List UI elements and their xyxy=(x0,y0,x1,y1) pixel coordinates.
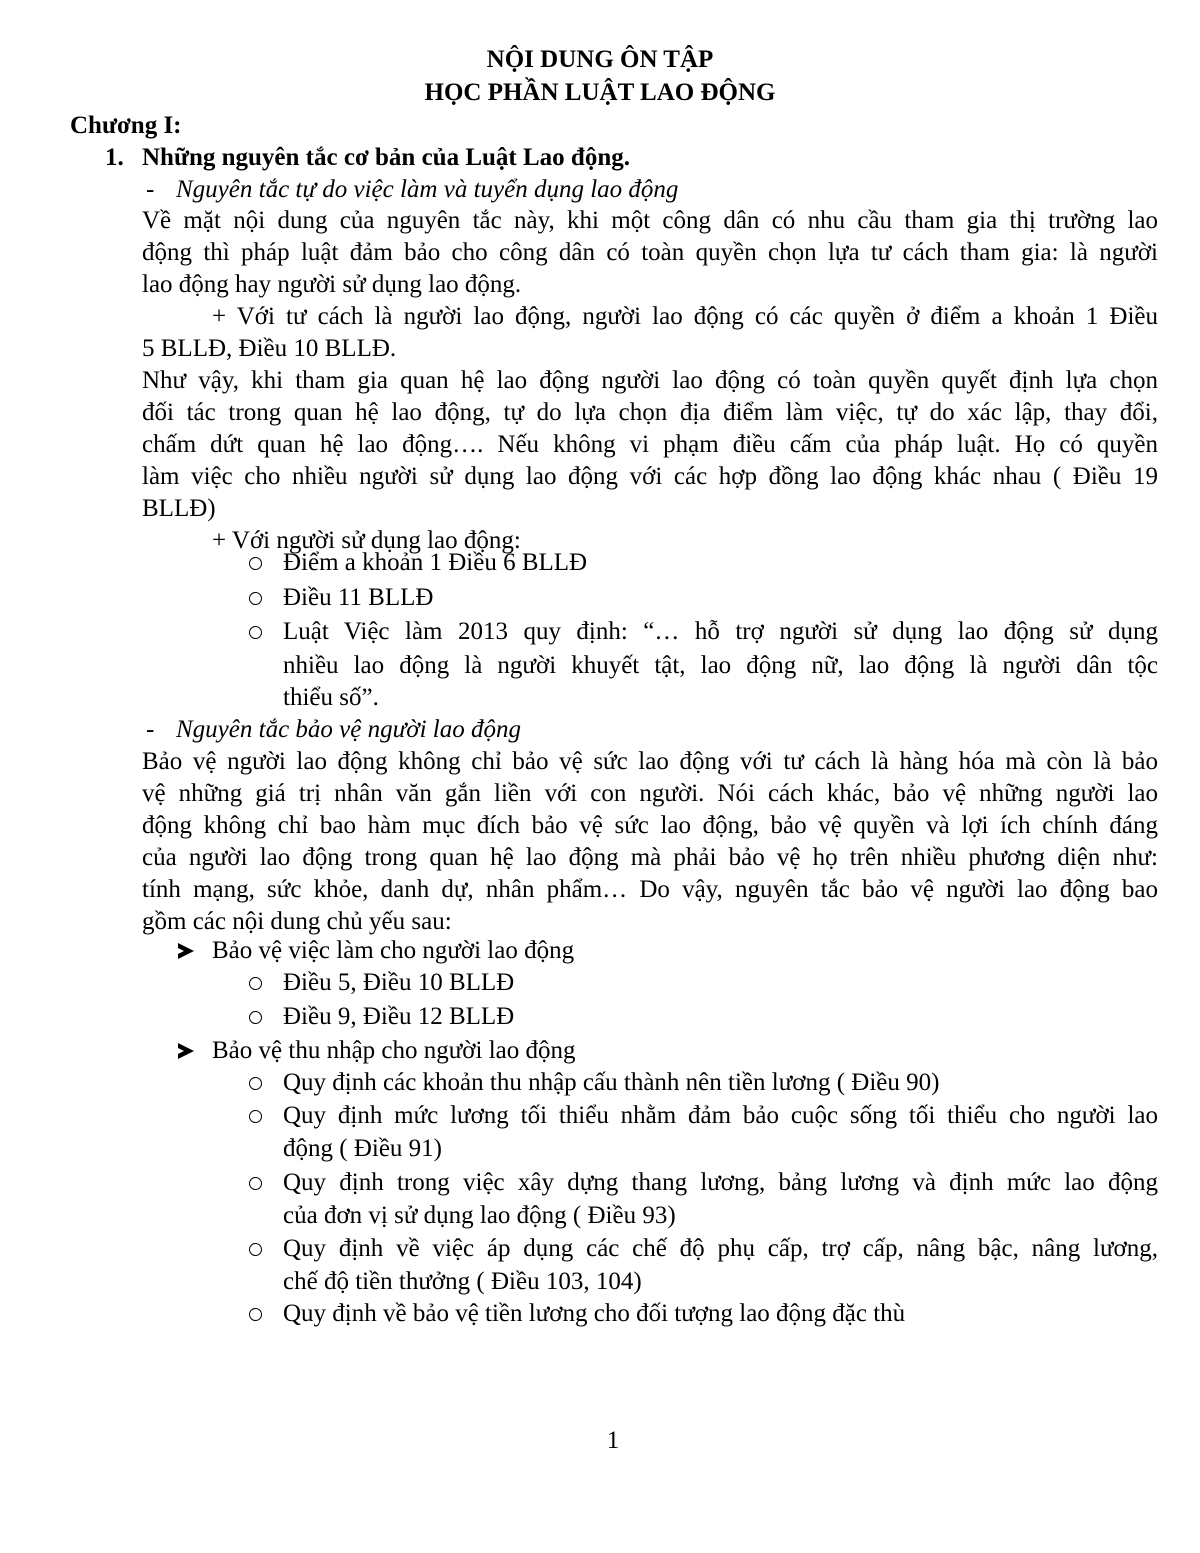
paragraph-line: của người lao động trong quan hệ lao động mà phải bảo vệ họ trên nhiều phương diện như: xyxy=(142,844,1158,871)
dash-marker: - xyxy=(146,716,155,743)
section-title: Những nguyên tắc cơ bản của Luật Lao động. xyxy=(142,144,630,171)
dash-marker: - xyxy=(146,176,155,203)
principle-heading: Nguyên tắc tự do việc làm và tuyển dụng lao động xyxy=(176,176,679,203)
chapter-heading: Chương I: xyxy=(70,112,182,139)
list-item: Quy định trong việc xây dựng thang lương, bảng lương và định mức lao động xyxy=(283,1169,1158,1196)
paragraph-line: Như vậy, khi tham gia quan hệ lao động người lao động có toàn quyền quyết định lựa chọn xyxy=(142,367,1158,394)
list-item: Điều 5, Điều 10 BLLĐ xyxy=(283,969,515,996)
circle-bullet-icon xyxy=(249,626,262,639)
list-item: Quy định các khoản thu nhập cấu thành nên tiền lương ( Điều 90) xyxy=(283,1069,940,1096)
arrow-list-item: Bảo vệ việc làm cho người lao động xyxy=(212,937,575,964)
section-number: 1. xyxy=(105,144,124,171)
paragraph-line: làm việc cho nhiều người sử dụng lao động với các hợp đồng lao động khác nhau ( Điều 19 xyxy=(142,463,1158,490)
circle-bullet-icon xyxy=(249,592,262,605)
circle-bullet-icon xyxy=(249,557,262,570)
paragraph-line: động thì pháp luật đảm bảo cho công dân có toàn quyền chọn lựa tư cách tham gia: là người xyxy=(142,239,1158,266)
paragraph-line: BLLĐ) xyxy=(142,495,216,522)
list-item: Quy định mức lương tối thiểu nhằm đảm bảo cuộc sống tối thiểu cho người lao xyxy=(283,1102,1158,1129)
list-item-continued: chế độ tiền thưởng ( Điều 103, 104) xyxy=(283,1268,642,1295)
circle-bullet-icon xyxy=(249,1308,262,1321)
list-item: Quy định về việc áp dụng các chế độ phụ cấp, trợ cấp, nâng bậc, nâng lương, xyxy=(283,1235,1158,1262)
arrow-bullet-icon xyxy=(178,1043,194,1059)
paragraph-line: vệ những giá trị nhân văn gắn liền với con người. Nói cách khác, bảo vệ những người lao xyxy=(142,780,1158,807)
paragraph-line: lao động hay người sử dụng lao động. xyxy=(142,271,522,298)
list-item-continued: động ( Điều 91) xyxy=(283,1135,442,1162)
circle-bullet-icon xyxy=(249,1110,262,1123)
circle-bullet-icon xyxy=(249,1011,262,1024)
principle-heading: Nguyên tắc bảo vệ người lao động xyxy=(176,716,521,743)
arrow-bullet-icon xyxy=(178,943,194,959)
arrow-list-item: Bảo vệ thu nhập cho người lao động xyxy=(212,1037,576,1064)
list-item: Điểm a khoản 1 Điều 6 BLLĐ xyxy=(283,549,588,576)
paragraph-line: chấm dứt quan hệ lao động…. Nếu không vi phạm điều cấm của pháp luật. Họ có quyền xyxy=(142,431,1158,458)
paragraph-line: Về mặt nội dung của nguyên tắc này, khi một công dân có nhu cầu tham gia thị trường lao xyxy=(142,207,1158,234)
circle-bullet-icon xyxy=(249,1243,262,1256)
plus-item: + Với tư cách là người lao động, người lao động có các quyền ở điểm a khoản 1 Điều xyxy=(212,303,1158,330)
list-item-continued: nhiều lao động là người khuyết tật, lao động nữ, lao động là người dân tộc xyxy=(283,652,1158,679)
paragraph-line: tính mạng, sức khỏe, danh dự, nhân phẩm… Do vậy, nguyên tắc bảo vệ người lao động bao xyxy=(142,876,1158,903)
paragraph-line: Bảo vệ người lao động không chỉ bảo vệ sức lao động với tư cách là hàng hóa mà còn là bảo xyxy=(142,748,1158,775)
paragraph-line: động không chỉ bao hàm mục đích bảo vệ sức lao động, bảo vệ quyền và lợi ích chính đáng xyxy=(142,812,1158,839)
list-item-continued: thiểu số”. xyxy=(283,684,379,711)
list-item: Điều 9, Điều 12 BLLĐ xyxy=(283,1003,515,1030)
plus-item-continued: 5 BLLĐ, Điều 10 BLLĐ. xyxy=(142,335,397,362)
list-item: Quy định về bảo vệ tiền lương cho đối tượng lao động đặc thù xyxy=(283,1300,906,1327)
circle-bullet-icon xyxy=(249,1177,262,1190)
circle-bullet-icon xyxy=(249,977,262,990)
plus-item: + Với người sử dụng lao động: xyxy=(212,527,521,554)
list-item-continued: của đơn vị sử dụng lao động ( Điều 93) xyxy=(283,1202,676,1229)
circle-bullet-icon xyxy=(249,1077,262,1090)
list-item: Luật Việc làm 2013 quy định: “… hỗ trợ người sử dụng lao động sử dụng xyxy=(283,618,1158,645)
paragraph-line: gồm các nội dung chủ yếu sau: xyxy=(142,908,452,935)
document-title: NỘI DUNG ÔN TẬP xyxy=(486,46,714,73)
document-subtitle: HỌC PHẦN LUẬT LAO ĐỘNG xyxy=(424,79,776,106)
paragraph-line: đối tác trong quan hệ lao động, tự do lựa chọn địa điểm làm việc, tự do xác lập, thay đổi, xyxy=(142,399,1158,426)
page-number: 1 xyxy=(606,1427,620,1454)
list-item: Điều 11 BLLĐ xyxy=(283,584,434,611)
